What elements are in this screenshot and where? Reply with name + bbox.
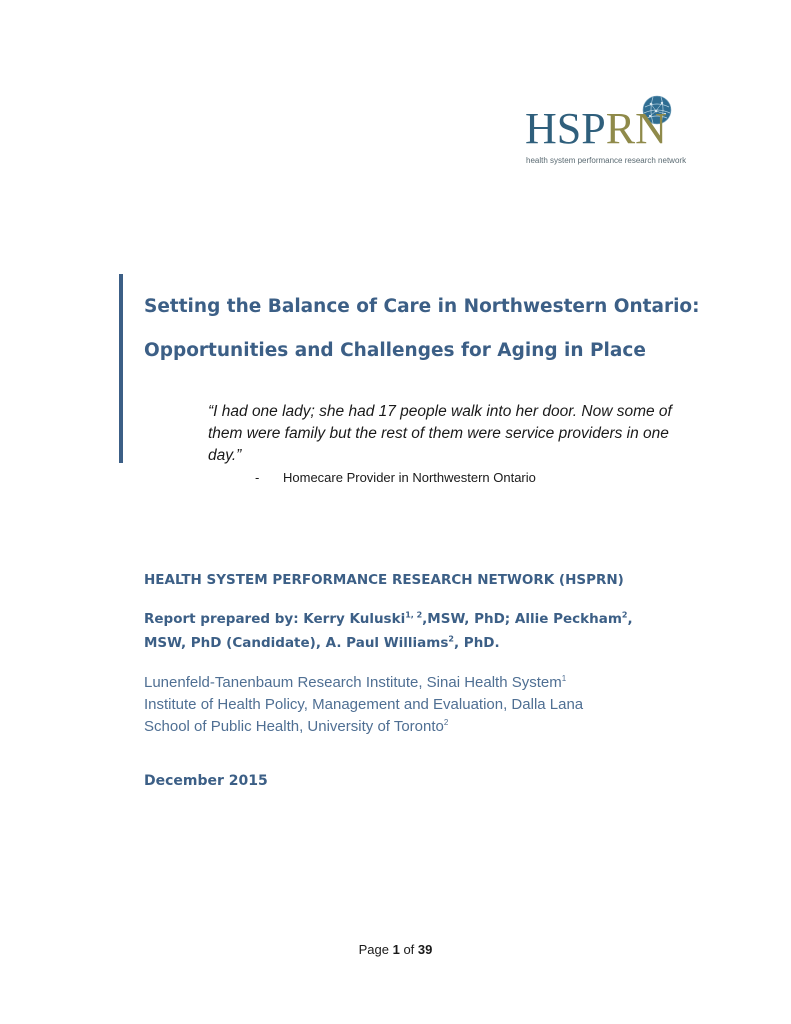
footer-page-label: Page bbox=[358, 942, 389, 957]
logo-wordmark bbox=[525, 104, 667, 153]
attribution-text: Homecare Provider in Northwestern Ontario bbox=[283, 470, 536, 485]
authors-end: , PhD. bbox=[453, 635, 500, 651]
report-date: December 2015 bbox=[144, 773, 268, 789]
footer-of-label: of bbox=[403, 942, 415, 957]
title-accent-bar bbox=[119, 274, 123, 463]
footer-total-pages: 39 bbox=[417, 942, 433, 957]
authors-comma: , bbox=[627, 611, 633, 627]
affiliations-block bbox=[144, 672, 664, 738]
logo-text-hsp: HSP bbox=[525, 104, 606, 153]
authors-line2: MSW, PhD (Candidate), A. Paul Williams bbox=[144, 635, 449, 651]
hsprn-logo bbox=[525, 95, 687, 167]
affiliation-line3: School of Public Health, University of Toronto bbox=[144, 718, 444, 735]
williams-superscript: 2 bbox=[448, 634, 454, 644]
footer-current-page: 1 bbox=[392, 942, 400, 957]
pull-quote: “I had one lady; she had 17 people walk into her door. Now some of them were family but the rest of them were service providers in one day.” bbox=[208, 403, 672, 464]
affiliation-line1: Lunenfeld-Tanenbaum Research Institute, Sinai Health System bbox=[144, 674, 562, 691]
logo-tagline: health system performance research network bbox=[526, 156, 687, 165]
report-title-line1: Setting the Balance of Care in Northwestern Ontario: bbox=[144, 296, 700, 317]
logo-text-rn: RN bbox=[605, 104, 667, 153]
authors-middle: ,MSW, PhD; Allie Peckham bbox=[422, 611, 622, 627]
kuluski-superscript: 1, 2 bbox=[405, 610, 423, 620]
page-footer bbox=[0, 942, 791, 957]
organization-heading: HEALTH SYSTEM PERFORMANCE RESEARCH NETWORK (HSPRN) bbox=[144, 572, 624, 588]
report-title-line2: Opportunities and Challenges for Aging in Place bbox=[144, 340, 646, 361]
authors-prefix: Report prepared by: Kerry Kuluski bbox=[144, 611, 406, 627]
authors-block bbox=[144, 607, 654, 655]
peckham-superscript: 2 bbox=[621, 610, 628, 620]
attribution-dash: - bbox=[255, 470, 260, 485]
affiliation-line2: Institute of Health Policy, Management and Evaluation, Dalla Lana bbox=[144, 696, 584, 713]
quote-attribution bbox=[255, 470, 536, 485]
affiliation-sup2: 2 bbox=[443, 718, 449, 727]
affiliation-sup1: 1 bbox=[561, 674, 567, 683]
